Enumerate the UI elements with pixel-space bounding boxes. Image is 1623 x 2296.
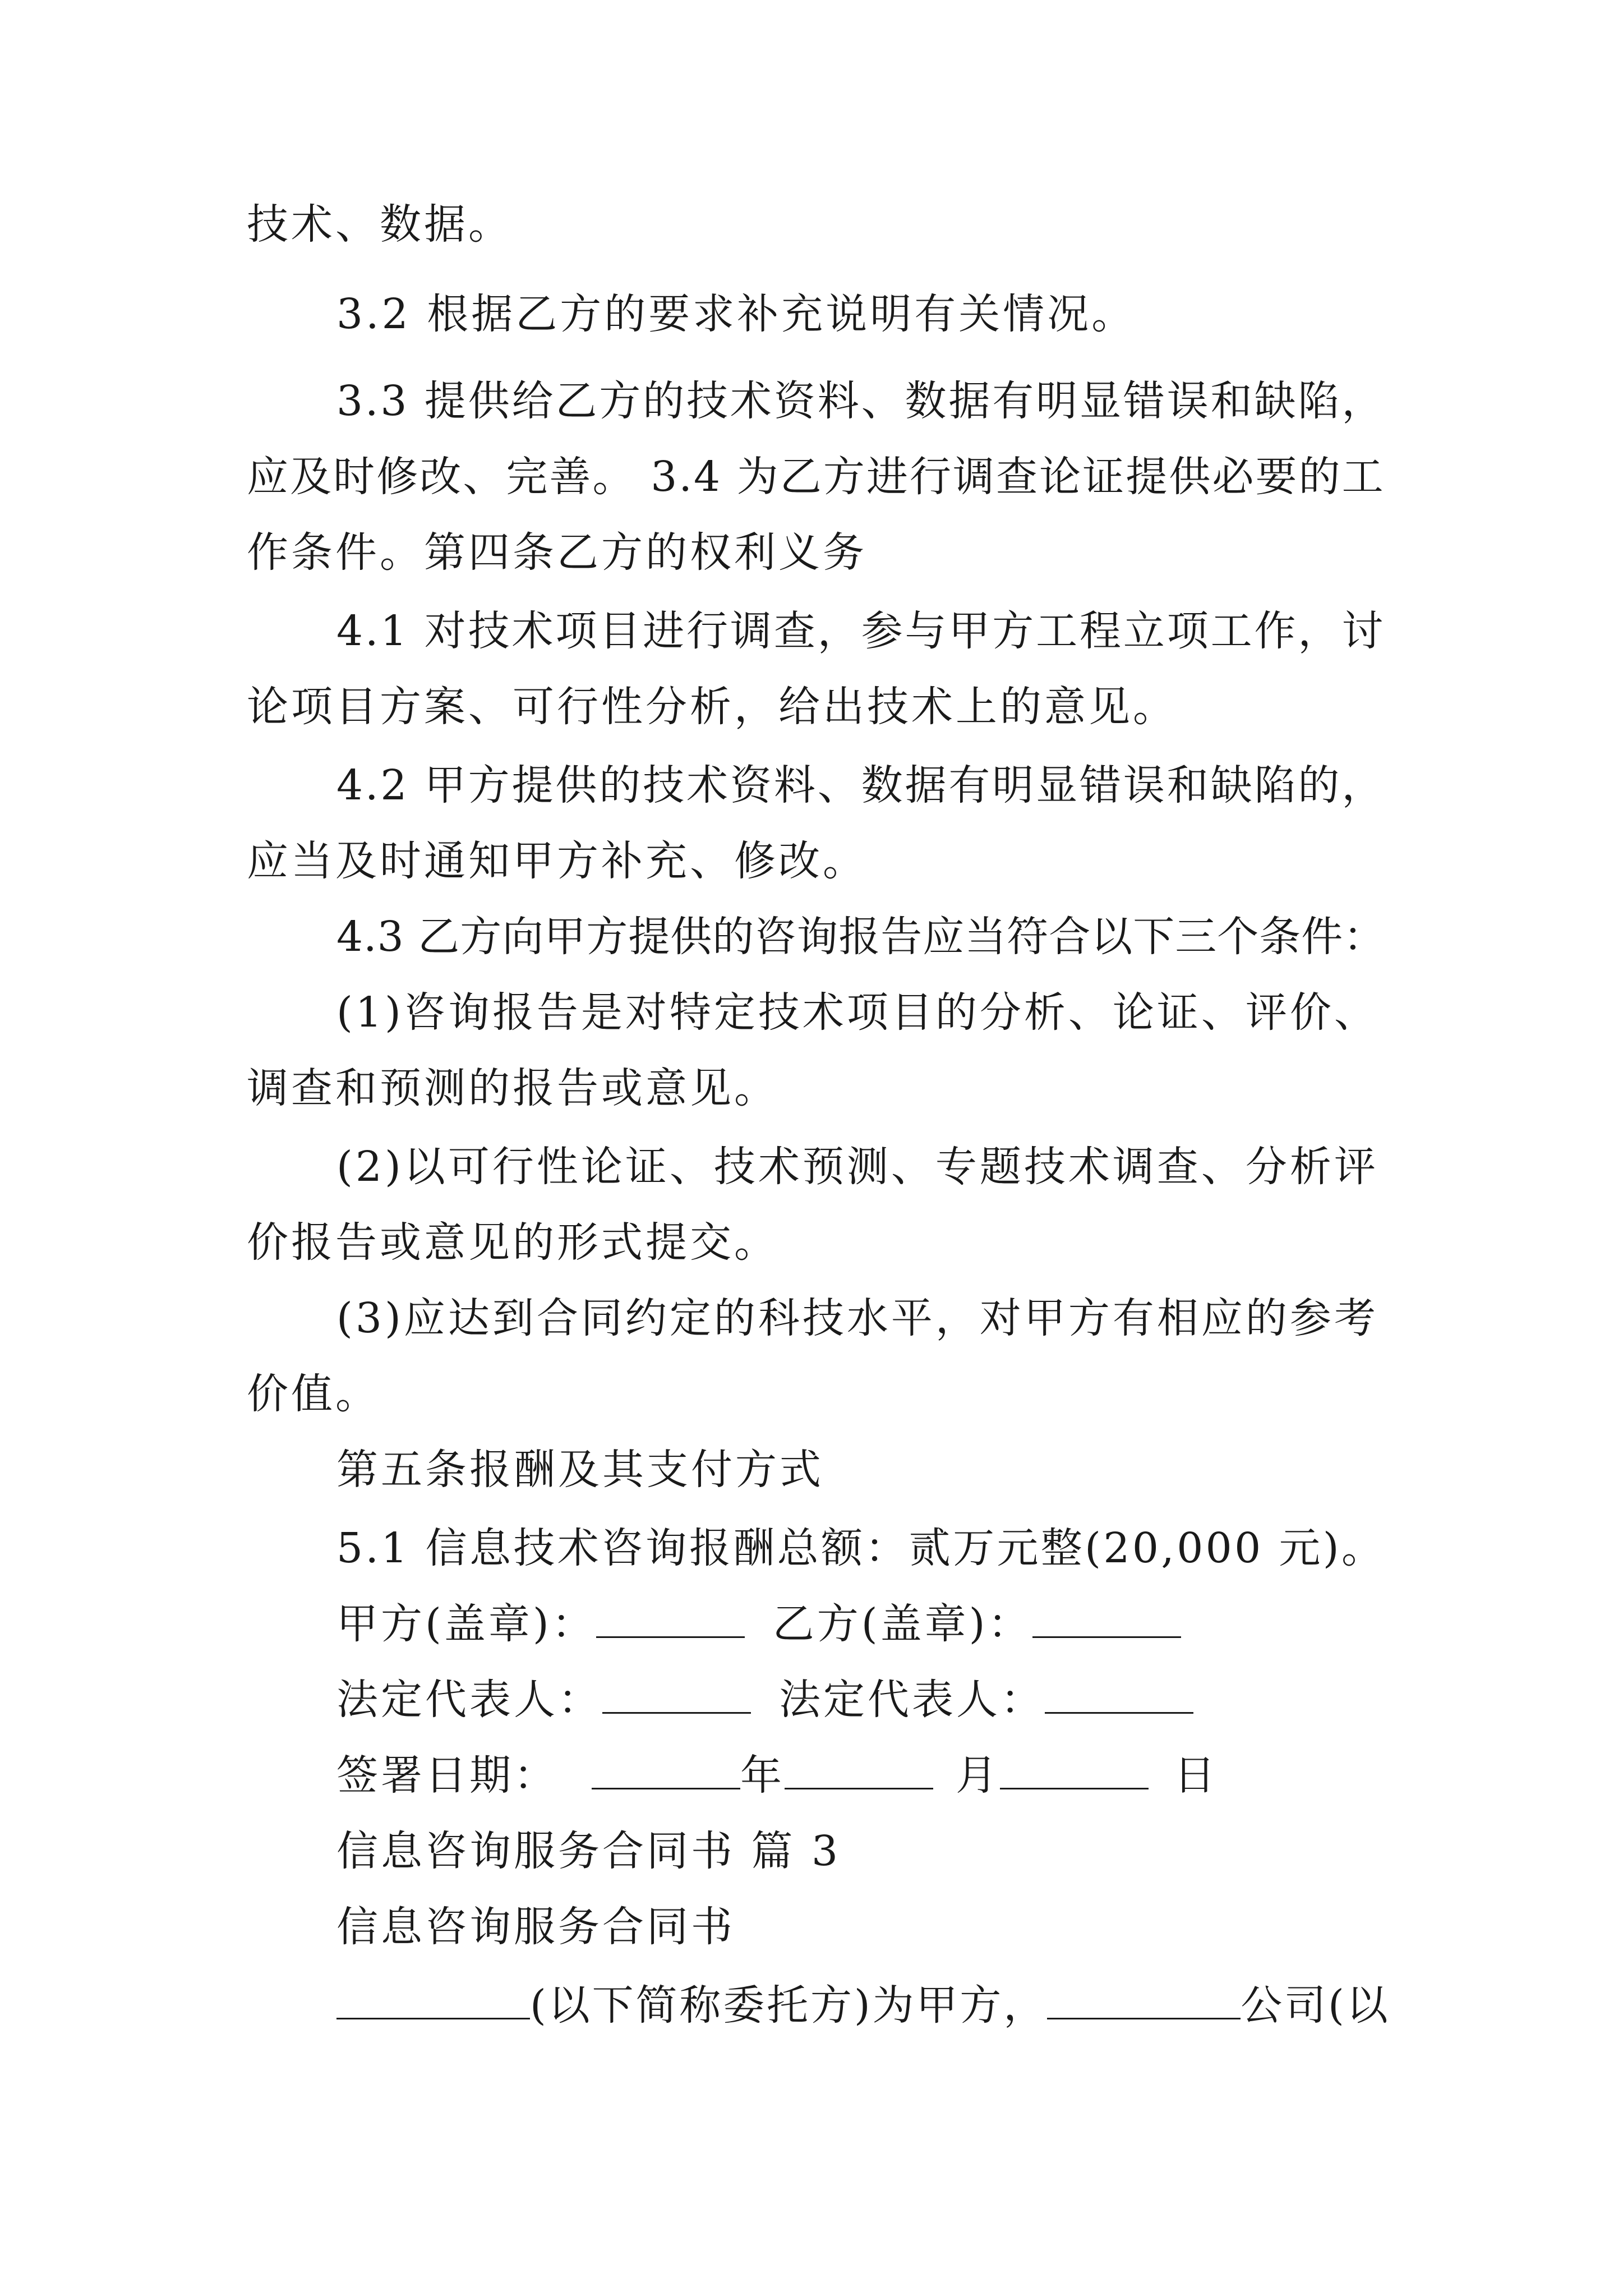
text-line: 应及时修改、完善。 3.4 为乙方进行调查论证提供必要的工: [247, 453, 1385, 501]
section-heading: 信息咨询服务合同书 篇 3: [336, 1827, 841, 1875]
text-line: 论项目方案、可行性分析，给出技术上的意见。: [247, 683, 1177, 731]
text-line: (2)以可行性论证、技术预测、专题技术调查、分析评: [336, 1143, 1378, 1191]
month-label: 月: [956, 1751, 1000, 1800]
party-b-blank: [1032, 1602, 1181, 1638]
text-line: 5.1 信息技术咨询报酬总额：贰万元整(20,000 元)。: [336, 1524, 1386, 1572]
text-line: 4.3 乙方向甲方提供的咨询报告应当符合以下三个条件：: [336, 913, 1386, 961]
date-row: [336, 1747, 1218, 1803]
party-a-label: 甲方(盖章)：: [336, 1600, 596, 1648]
text-line: 3.2 根据乙方的要求补充说明有关情况。: [336, 290, 1136, 338]
text-line: 价值。: [247, 1370, 380, 1418]
text-line: (1)咨询报告是对特定技术项目的分析、论证、评价、: [336, 988, 1378, 1037]
year-label: 年: [740, 1751, 785, 1800]
text-line: 价报告或意见的形式提交。: [247, 1218, 778, 1267]
text-line: 3.3 提供给乙方的技术资料、数据有明显错误和缺陷，: [336, 377, 1386, 425]
text-line: 4.1 对技术项目进行调查，参与甲方工程立项工作，讨: [336, 607, 1386, 655]
text-line: (3)应达到合同约定的科技水平，对甲方有相应的参考: [336, 1294, 1378, 1342]
representative-row: [336, 1672, 1193, 1728]
rep-b-label: 法定代表人：: [779, 1676, 1045, 1724]
company-blank: [1047, 1983, 1241, 2019]
text-line: 作条件。第四条乙方的权利义务: [247, 528, 867, 577]
party-b-label: 乙方(盖章)：: [772, 1600, 1032, 1648]
text-line: 应当及时通知甲方补充、修改。: [247, 837, 867, 885]
client-blank: [336, 1983, 530, 2019]
date-label: 签署日期：: [336, 1751, 558, 1800]
party-signature-row: [336, 1596, 1181, 1652]
text-line: 技术、数据。: [247, 200, 513, 249]
rep-a-blank: [602, 1677, 751, 1714]
day-label: 日: [1174, 1751, 1218, 1800]
text-line: 4.2 甲方提供的技术资料、数据有明显错误和缺陷的，: [336, 761, 1386, 809]
day-blank: [1000, 1753, 1149, 1789]
contract-party-line: [336, 1977, 1390, 2033]
contract-party-text-2: 公司(以: [1241, 1981, 1390, 2030]
party-a-blank: [596, 1602, 745, 1638]
rep-a-label: 法定代表人：: [336, 1676, 602, 1724]
text-line: 调查和预测的报告或意见。: [247, 1064, 778, 1112]
year-blank: [592, 1753, 740, 1789]
contract-party-text-1: (以下简称委托方)为甲方，: [530, 1981, 1048, 2030]
contract-title: 信息咨询服务合同书: [336, 1903, 735, 1951]
rep-b-blank: [1045, 1677, 1193, 1714]
month-blank: [785, 1753, 933, 1789]
text-line: 第五条报酬及其支付方式: [336, 1446, 824, 1494]
